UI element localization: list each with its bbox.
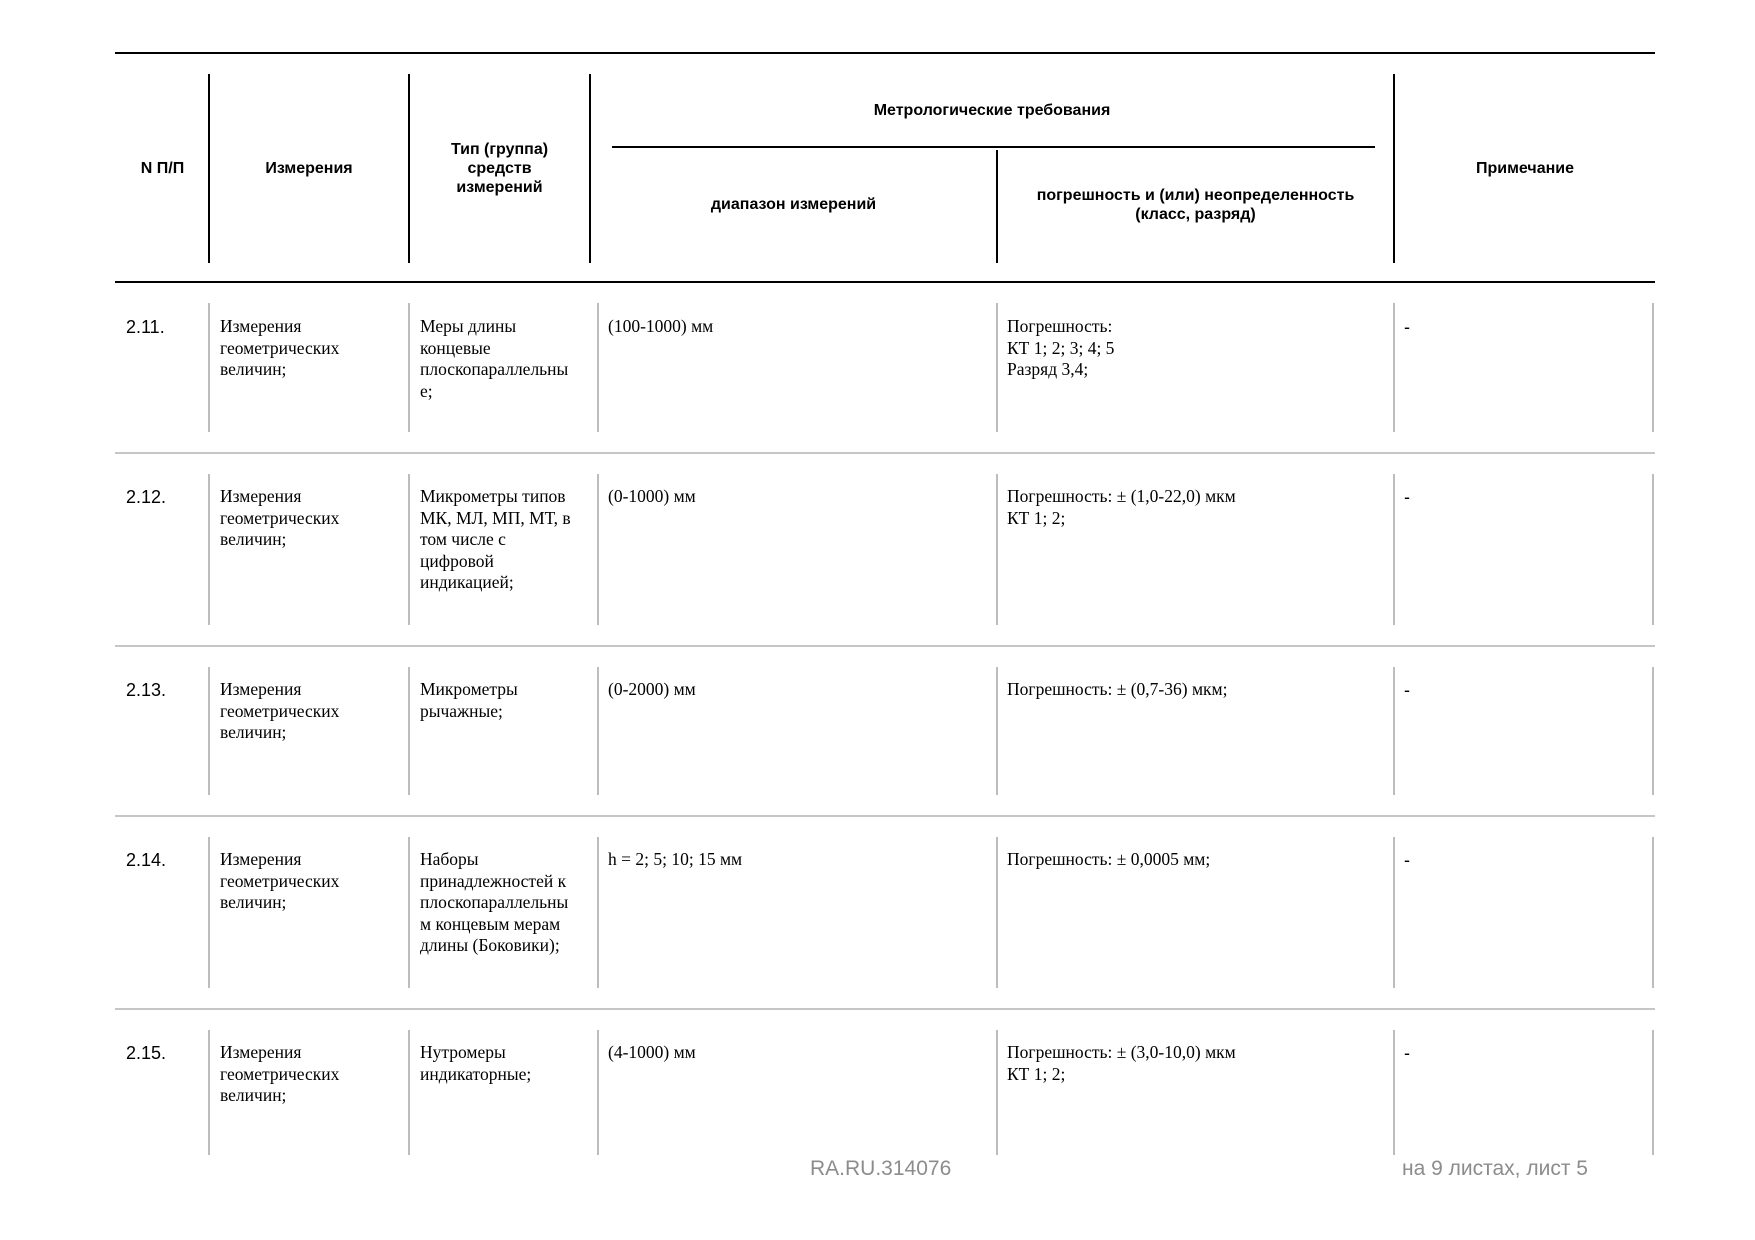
row-note: - xyxy=(1404,1043,1410,1063)
row-number: 2.15. xyxy=(126,1043,167,1063)
row-type: Микрометры рычажные; xyxy=(420,679,518,721)
row-note: - xyxy=(1404,317,1410,337)
cell-divider xyxy=(208,474,210,625)
row-error: Погрешность: ± 0,0005 мм; xyxy=(1007,849,1211,869)
header-num: N П/П xyxy=(140,160,185,177)
row-separator xyxy=(115,645,1655,647)
metro-group-rule xyxy=(612,146,1375,148)
cell-divider xyxy=(1393,303,1395,432)
cell-divider xyxy=(996,1030,998,1155)
cell-divider xyxy=(1393,474,1395,625)
cell-divider xyxy=(1652,474,1654,625)
cell-divider xyxy=(1393,667,1395,795)
row-measure: Измерения геометрических величин; xyxy=(220,486,340,549)
row-type: Меры длины концевые плоскопараллельны е; xyxy=(420,316,569,401)
row-error: Погрешность: ± (1,0-22,0) мкм КТ 1; 2; xyxy=(1007,486,1236,528)
header-error: погрешность и (или) неопределенность (класс, разряд) xyxy=(1036,187,1355,223)
row-measure: Измерения геометрических величин; xyxy=(220,316,340,379)
row-error: Погрешность: ± (3,0-10,0) мкм КТ 1; 2; xyxy=(1007,1042,1236,1084)
cell-divider xyxy=(408,303,410,432)
footer-sheet-info: на 9 листах, лист 5 xyxy=(1402,1157,1588,1180)
row-separator xyxy=(115,1008,1655,1010)
row-number: 2.14. xyxy=(126,850,167,870)
header-metro-group: Метрологические требования xyxy=(873,102,1111,119)
footer-reg-number: RA.RU.314076 xyxy=(810,1157,952,1180)
row-note: - xyxy=(1404,487,1410,507)
cell-divider xyxy=(996,303,998,432)
cell-divider xyxy=(208,1030,210,1155)
cell-divider xyxy=(408,474,410,625)
header-bottom-rule xyxy=(115,281,1655,283)
row-range: h = 2; 5; 10; 15 мм xyxy=(608,849,743,869)
header-note: Примечание xyxy=(1475,160,1575,177)
cell-divider xyxy=(996,837,998,988)
cell-divider xyxy=(1393,837,1395,988)
row-range: (0-1000) мм xyxy=(608,486,696,506)
row-error: Погрешность: ± (0,7-36) мкм; xyxy=(1007,679,1228,699)
cell-divider xyxy=(996,667,998,795)
header-range: диапазон измерений xyxy=(710,196,877,213)
cell-divider xyxy=(1652,1030,1654,1155)
cell-divider xyxy=(408,667,410,795)
row-separator xyxy=(115,815,1655,817)
cell-divider xyxy=(208,837,210,988)
row-measure: Измерения геометрических величин; xyxy=(220,849,340,912)
row-note: - xyxy=(1404,680,1410,700)
row-type: Микрометры типов МК, МЛ, МП, МТ, в том числе с цифровой индикацией; xyxy=(420,486,571,592)
row-separator xyxy=(115,452,1655,454)
table-top-rule xyxy=(115,52,1655,54)
cell-divider xyxy=(408,1030,410,1155)
row-range: (100-1000) мм xyxy=(608,316,714,336)
row-measure: Измерения геометрических величин; xyxy=(220,679,340,742)
row-range: (0-2000) мм xyxy=(608,679,696,699)
cell-divider xyxy=(208,667,210,795)
header-measure: Измерения xyxy=(265,160,353,177)
cell-divider xyxy=(996,474,998,625)
cell-divider xyxy=(1393,1030,1395,1155)
cell-divider xyxy=(1652,667,1654,795)
cell-divider xyxy=(1652,303,1654,432)
row-error: Погрешность: КТ 1; 2; 3; 4; 5 Разряд 3,4; xyxy=(1007,316,1115,379)
row-note: - xyxy=(1404,850,1410,870)
row-number: 2.12. xyxy=(126,487,167,507)
cell-divider xyxy=(1652,837,1654,988)
header-type: Тип (группа) средств измерений xyxy=(450,141,549,196)
row-measure: Измерения геометрических величин; xyxy=(220,1042,340,1105)
row-number: 2.11. xyxy=(126,317,165,337)
row-range: (4-1000) мм xyxy=(608,1042,696,1062)
row-type: Нутромеры индикаторные; xyxy=(420,1042,532,1084)
row-type: Наборы принадлежностей к плоскопараллельны м концевым мерам длины (Боковики); xyxy=(420,849,569,955)
cell-divider xyxy=(208,303,210,432)
cell-divider xyxy=(408,837,410,988)
row-number: 2.13. xyxy=(126,680,167,700)
